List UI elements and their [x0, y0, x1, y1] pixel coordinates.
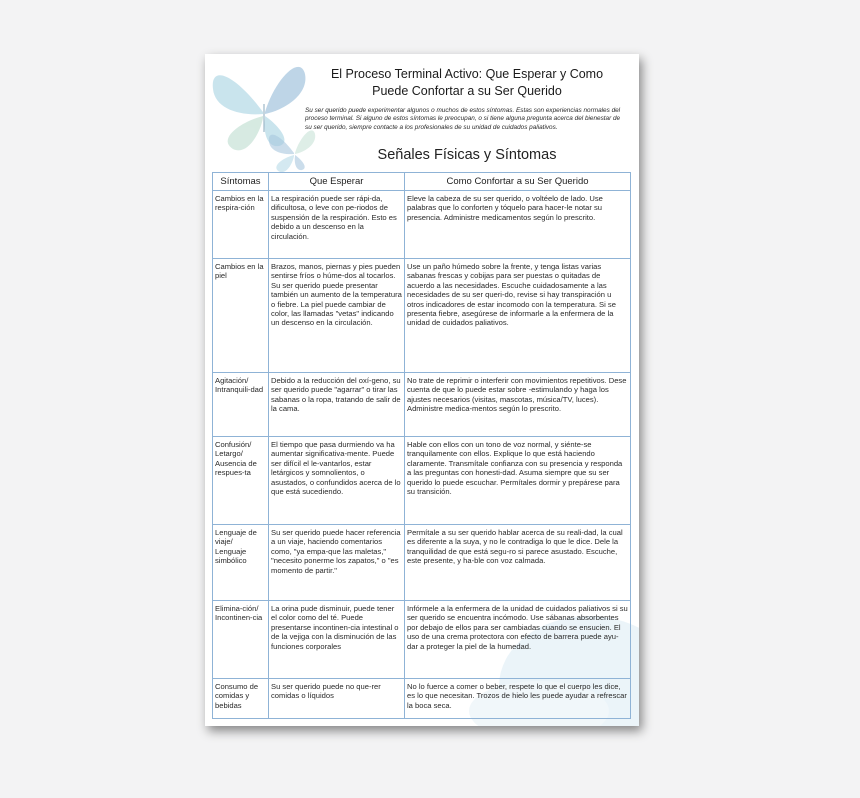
table-row	[213, 259, 631, 373]
table-row	[213, 437, 631, 525]
expect-cell: El tiempo que pasa durmiendo va ha aumentar significativa-mente. Puede ser difícil el le-vantarlos, estar letárgicos y somnolientos, o asustados, o confundidos acerca de lo que está sucediendo.	[269, 437, 405, 525]
table-row	[213, 373, 631, 437]
expect-cell: Su ser querido puede no que-rer comidas o líquidos	[269, 679, 405, 719]
comfort-cell: Use un paño húmedo sobre la frente, y tenga listas varias sabanas frescas y cobijas para ser puestas o quitadas de acuerdo a las necesidades. Escuche cuidadosamente a las necesidades de su ser queri-do, revise si hay transpiración u otros indicadores de estar incomodo con la temperatura. Si se presenta fiebre, asegúrese de informarle a la enfermera de la unidad de cuidados paliativos.	[405, 259, 631, 373]
expect-cell: Su ser querido puede hacer referencia a un viaje, haciendo comentarios como, "ya empa-que las maletas," "necesito ponerme los zapatos," o "es momento de partir."	[269, 525, 405, 601]
column-header-comfort: Como Confortar a su Ser Querido	[405, 173, 631, 191]
document-title	[317, 66, 617, 100]
comfort-cell: No trate de reprimir o interferir con movimientos repetitivos. Dese cuenta de que lo puede estar sobre -estimulando y haga los ajustes necesarios (visitas, mascotas, música/TV, luces). Administre medica-mentos según lo prescrito.	[405, 373, 631, 437]
symptom-cell: Confusión/ Letargo/ Ausencia de respues-ta	[213, 437, 269, 525]
expect-cell: La orina pude disminuir, puede tener el color como del té. Puede presentarse incontinen-cia intestinal o de la vejiga con la disminución de las funciones corporales	[269, 601, 405, 679]
comfort-cell: Permítale a su ser querido hablar acerca de su reali-dad, la cual es diferente a la suya, y no le contradiga lo que le dice. Dele la tranquilidad de que está segu-ro si parece asustado. Escuche, este presente, y ha-ble con voz calmada.	[405, 525, 631, 601]
section-title: Señales Físicas y Síntomas	[377, 147, 557, 163]
butterfly-icon	[269, 130, 315, 172]
symptom-cell: Consumo de comidas y bebidas	[213, 679, 269, 719]
column-header-expect: Que Esperar	[269, 173, 405, 191]
table-row	[213, 679, 631, 719]
comfort-cell: Hable con ellos con un tono de voz normal, y siénte-se tranquilamente con ellos. Explique lo que está haciendo claramente. Transmítale confianza con su presencia y responda a las preguntas con honesti-dad. Asuma siempre que su ser querido lo puede escuchar. Permítales dormir y prepárese para su transición.	[405, 437, 631, 525]
intro-text: Su ser querido puede experimentar algunos o muchos de estos síntomas. Estas son experiencias normales del proceso terminal. Si alguno de estos síntomas le preocupan, o si tiene alguna pregunta acerca del bienestar de su ser querido, siempre contacte a los profesionales de su unidad de cuidados paliativos.	[305, 107, 621, 131]
symptom-cell: Cambios en la piel	[213, 259, 269, 373]
column-header-symptoms: Síntomas	[213, 173, 269, 191]
table-row	[213, 191, 631, 259]
symptom-cell: Elimina-ción/ Incontinen-cia	[213, 601, 269, 679]
symptom-cell: Lenguaje de viaje/ Lenguaje simbólico	[213, 525, 269, 601]
table-row	[213, 525, 631, 601]
expect-cell: Brazos, manos, piernas y pies pueden sentirse fríos o húme-dos al tocarlos. Su ser querido puede presentar también un aumento de la temperatura o fiebre. La piel puede cambiar de color, las llamadas "vetas" indicando un descenso en la circulación.	[269, 259, 405, 373]
symptoms-table	[212, 172, 631, 719]
table-header-row	[213, 173, 631, 191]
document-page	[205, 54, 639, 726]
title-line-1: El Proceso Terminal Activo: Que Esperar y Como	[330, 67, 604, 81]
expect-cell: Debido a la reducción del oxí-geno, su ser querido puede "agarrar" o tirar las sabanas o la ropa, tratando de salir de la cama.	[269, 373, 405, 437]
expect-cell: La respiración puede ser rápi-da, dificultosa, o leve con pe-riodos de suspensión de la respiración. Esto es debido a un descenso en la circulación.	[269, 191, 405, 259]
symptom-cell: Agitación/ Intranquili-dad	[213, 373, 269, 437]
comfort-cell: No lo fuerce a comer o beber, respete lo que el cuerpo les dice, es lo que necesitan. Trozos de hielo les puede ayudar a refrescar la boca seca.	[405, 679, 631, 719]
table-row	[213, 601, 631, 679]
butterfly-icon	[213, 67, 306, 150]
title-line-2: Puede Confortar a su Ser Querido	[372, 84, 562, 98]
comfort-cell: Infórmele a la enfermera de la unidad de cuidados paliativos si su ser querido se encuentra incómodo. Use sábanas absorbentes por debajo de ellos para ser cambiadas cuando se ensucien. El uso de una crema protectora con efecto de barrera puede ayu-dar a proteger la piel de la humedad.	[405, 601, 631, 679]
symptom-cell: Cambios en la respira-ción	[213, 191, 269, 259]
comfort-cell: Eleve la cabeza de su ser querido, o voltéelo de lado. Use palabras que lo conforten y tóquelo para hacer-le notar su presencia. Administre medicamentos según lo prescrito.	[405, 191, 631, 259]
